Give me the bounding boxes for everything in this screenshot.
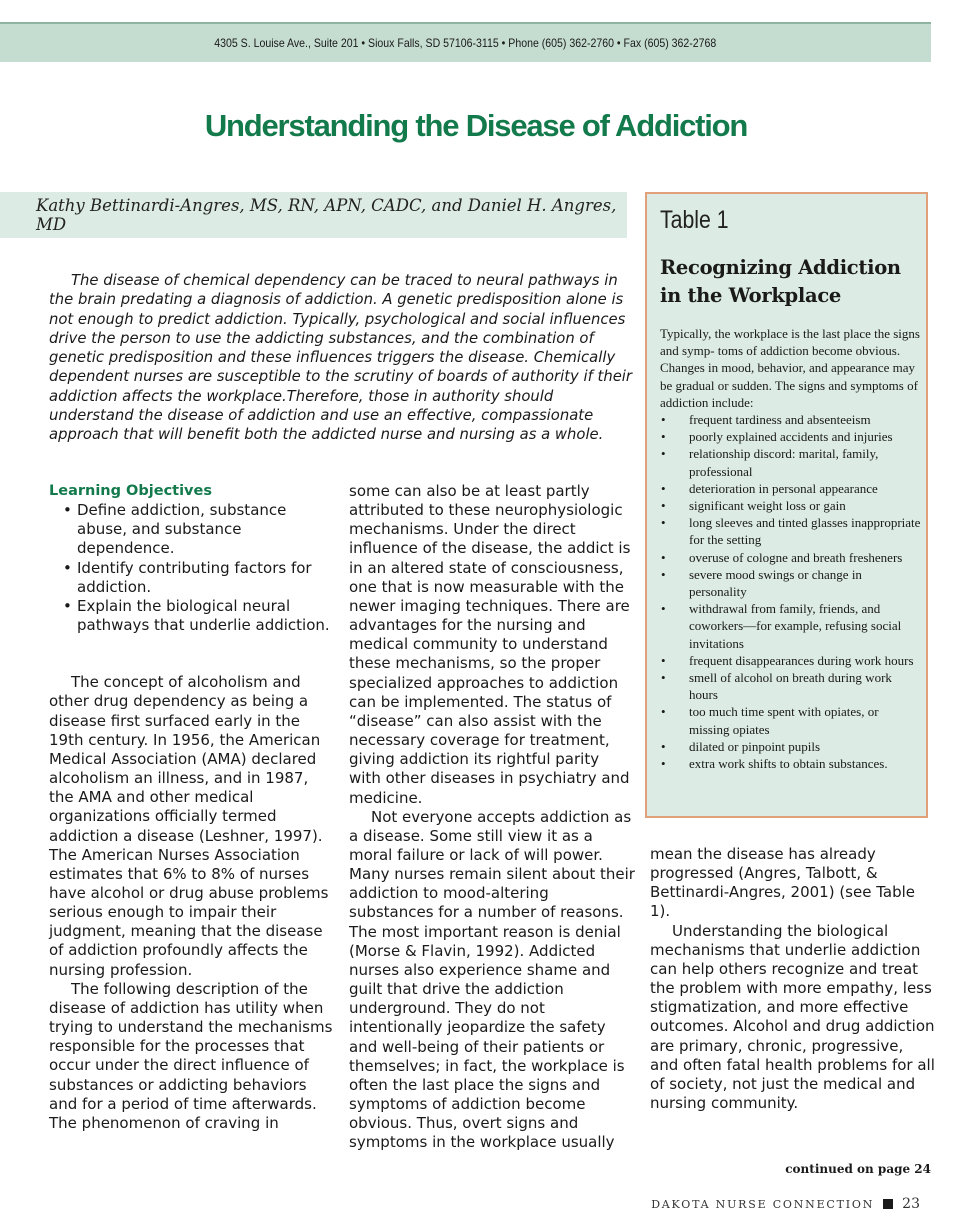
- list-item: • smell of alcohol on breath during work hours: [660, 669, 922, 703]
- page-footer: [651, 1196, 920, 1212]
- list-item: • severe mood swings or change in personality: [660, 566, 922, 600]
- publication-name: DAKOTA NURSE CONNECTION: [651, 1197, 875, 1211]
- address-bar: [0, 22, 931, 62]
- table-intro: Typically, the workplace is the last place the signs and symp- toms of addiction become obvious. Changes in mood, behavior, and appearance may be gradual or sudden. The signs and symptoms of addiction include:: [660, 326, 920, 410]
- table-heading: Recognizing Addiction in the Workplace: [660, 256, 901, 307]
- list-item: • Identify contributing factors for addiction.: [63, 559, 335, 597]
- table-body: [660, 325, 922, 772]
- author-names: Kathy Bettinardi-Angres, MS, RN, APN, CADC, and Daniel H. Angres, MD: [36, 196, 617, 234]
- square-bullet-icon: [883, 1199, 893, 1209]
- address-text: 4305 S. Louise Ave., Suite 201 • Sioux Falls, SD 57106-3115 • Phone (605) 362-2760 • Fax (605) 362-2768: [214, 36, 717, 50]
- learning-objectives-heading: Learning Objectives: [49, 483, 212, 499]
- list-item: • deterioration in personal appearance: [660, 480, 922, 497]
- paragraph: The following description of the disease of addiction has utility when trying to understand the mechanisms responsible for the processes that occur under the direct influence of substances or addicting behaviors and for a period of time afterwards. The phenomenon of craving in: [49, 979, 333, 1132]
- body-column-1: [49, 482, 335, 1133]
- list-item: • overuse of cologne and breath fresheners: [660, 549, 922, 566]
- list-item: • extra work shifts to obtain substances.: [660, 755, 922, 772]
- page-number: 23: [902, 1196, 920, 1212]
- learning-objectives-list: [49, 501, 335, 635]
- list-item: • dilated or pinpoint pupils: [660, 738, 922, 755]
- body-column-2: [349, 482, 635, 1152]
- list-item: • Define addiction, substance abuse, and substance dependence.: [63, 501, 335, 558]
- table-label: Table 1: [660, 206, 729, 234]
- list-item: • significant weight loss or gain: [660, 497, 922, 514]
- list-item: • withdrawal from family, friends, and coworkers—for example, refusing social invitations: [660, 600, 922, 652]
- list-item: • frequent disappearances during work hours: [660, 652, 922, 669]
- paragraph: Not everyone accepts addiction as a disease. Some still view it as a moral failure or lack of will power. Many nurses remain silent about their addiction to mood-altering substances for a number of reasons. The most important reason is denial (Morse & Flavin, 1992). Addicted nurses also experience shame and guilt that drive the addiction underground. They do not intentionally jeopardize the safety and well-being of their patients or themselves; in fact, the workplace is often the last place the signs and symptoms of addiction become obvious. Thus, overt signs and symptoms in the workplace usually: [349, 807, 635, 1152]
- body-column-3: [650, 845, 936, 1113]
- table-1-box: [645, 192, 928, 818]
- list-item: • Explain the biological neural pathways that underlie addiction.: [63, 597, 335, 635]
- list-item: • too much time spent with opiates, or missing opiates: [660, 703, 922, 737]
- abstract-text: The disease of chemical dependency can be traced to neural pathways in the brain predating a diagnosis of addiction. A genetic predisposition alone is not enough to predict addiction. Typically, psychological and social influences drive the person to use the addicting substances, and the combination of genetic predisposition and these influences triggers the disease. Chemically dependent nurses are susceptible to the scrutiny of boards of authority if their addiction affects the workplace.Therefore, those in authority should understand the disease of addiction and use an effective, compassionate approach that will benefit both the addicted nurse and nursing as a whole.: [49, 272, 632, 444]
- list-item: • long sleeves and tinted glasses inappropriate for the setting: [660, 514, 922, 548]
- list-item: • relationship discord: marital, family, professional: [660, 445, 922, 479]
- paragraph: mean the disease has already progressed (Angres, Talbott, & Bettinardi-Angres, 2001) (see Table 1).: [650, 845, 916, 921]
- paragraph: Understanding the biological mechanisms that underlie addiction can help others recognize and treat the problem with more empathy, less stigmatization, and more effective outcomes. Alcohol and drug addiction are primary, chronic, progressive, and often fatal health problems for all of society, not just the medical and nursing community.: [650, 921, 935, 1113]
- continued-note: continued on page 24: [785, 1162, 931, 1176]
- article-title: Understanding the Disease of Addiction: [204, 108, 748, 143]
- paragraph: The concept of alcoholism and other drug dependency as being a disease first surfaced early in the 19th century. In 1956, the American Medical Association (AMA) declared alcoholism an illness, and in 1987, the AMA and other medical organizations officially termed addiction a disease (Leshner, 1997). The American Nurses Association estimates that 6% to 8% of nurses have alcohol or drug abuse problems serious enough to impair their judgment, meaning that the disease of addiction profoundly affects the nursing profession.: [49, 673, 329, 979]
- list-item: • poorly explained accidents and injuries: [660, 428, 922, 445]
- symptom-list: [660, 411, 922, 772]
- paragraph: some can also be at least partly attributed to these neurophysiologic mechanisms. Under the direct influence of the disease, the addict is in an altered state of consciousness, one that is now measurable with the newer imaging techniques. There are advantages for the nursing and medical community to understand these mechanisms, so the proper specialized approaches to addiction can be implemented. The status of “disease” can also assist with the necessary coverage for treatment, giving addiction its rightful parity with other diseases in psychiatry and medicine.: [349, 482, 631, 807]
- abstract: [49, 271, 639, 445]
- list-item: • frequent tardiness and absenteeism: [660, 411, 922, 428]
- author-bar: [0, 192, 627, 238]
